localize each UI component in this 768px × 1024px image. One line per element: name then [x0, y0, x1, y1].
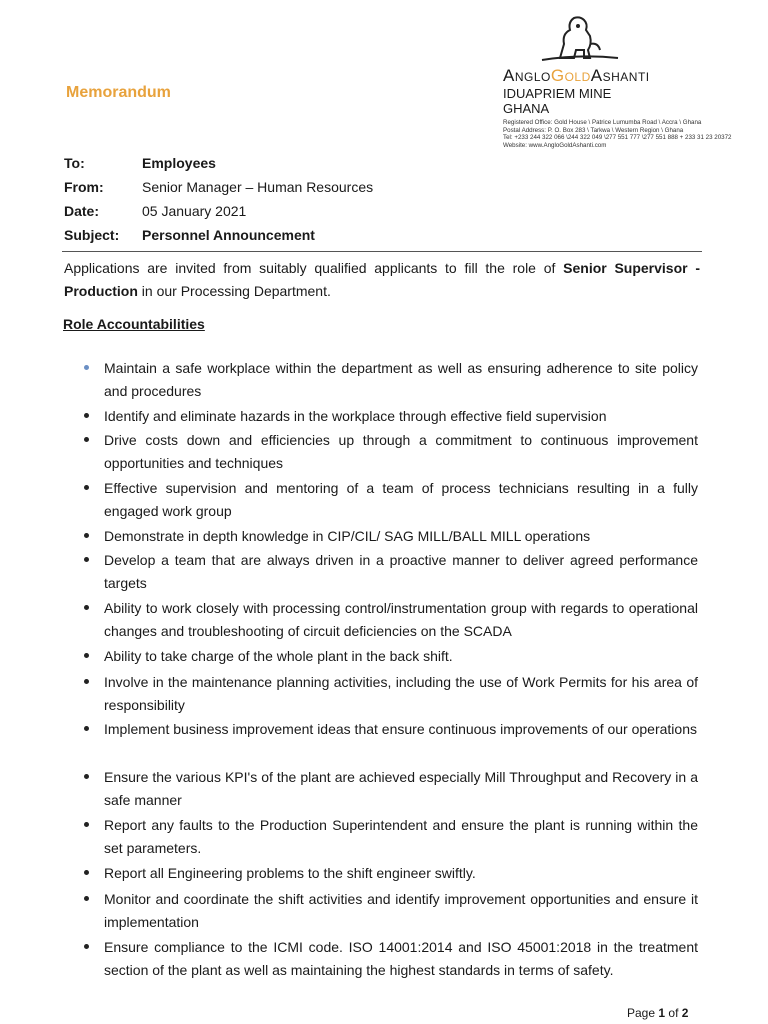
intro-role: Senior Supervisor - Production [64, 260, 700, 299]
bullet-icon [84, 485, 89, 490]
date-label: Date: [64, 203, 100, 219]
company-address [503, 119, 749, 149]
date-value: 05 January 2021 [142, 203, 247, 219]
list-item-text: Demonstrate in depth knowledge in CIP/CIL/ SAG MILL/BALL MILL operations [104, 528, 591, 544]
telephone: Tel: +233 244 322 066 \244 322 049 \277 551 777 \277 551 888 + 233 31 23 20372 [503, 134, 732, 142]
from-value: Senior Manager – Human Resources [142, 179, 374, 195]
subject-label: Subject: [64, 227, 120, 243]
list-item-text: Develop a team that are always driven in a proactive manner to deliver agreed performance targets [104, 552, 698, 591]
list-item-text: Ensure compliance to the ICMI code. ISO 14001:2014 and ISO 45001:2018 in the treatment section of the plant as well as maintaining the highest standards in terms of safety. [104, 939, 698, 978]
company-name-anglo: Anglo [503, 66, 551, 85]
bullet-icon [84, 822, 89, 827]
list-item-text: Ensure the various KPI's of the plant are achieved especially Mill Throughput and Recovery in a safe manner [104, 769, 698, 808]
page-current: 1 [658, 1006, 666, 1020]
list-item-text: Effective supervision and mentoring of a team of process technicians resulting in a fully engaged work group [104, 480, 698, 519]
mine-country: GHANA [503, 101, 550, 116]
to-label: To: [64, 155, 85, 171]
list-item-text: Involve in the maintenance planning activities, including the use of Work Permits for his area of responsibility [104, 674, 698, 713]
intro-part1: Applications are invited from suitably qualified applicants to fill the role of [64, 260, 564, 276]
page-total: 2 [681, 1006, 689, 1020]
lion-logo-icon [540, 14, 620, 66]
list-item-text: Drive costs down and efficiencies up through a commitment to continuous improvement opportunities and techniques [104, 432, 698, 471]
list-item-text: Monitor and coordinate the shift activities and identify improvement opportunities and ensure it implementation [104, 891, 698, 930]
bullet-icon [84, 896, 89, 901]
mine-name [503, 86, 611, 116]
bullet-icon [84, 774, 89, 779]
subject-value: Personnel Announcement [142, 227, 315, 243]
registered-office: Registered Office: Gold House \ Patrice Lumumba Road \ Accra \ Ghana [503, 119, 702, 126]
list-item-text: Report any faults to the Production Superintendent and ensure the plant is running within the set parameters. [104, 817, 698, 856]
bullet-icon [84, 726, 89, 731]
bullet-icon [84, 605, 89, 610]
company-name [503, 66, 650, 86]
memorandum-title: Memorandum [66, 84, 171, 101]
bullet-icon [84, 557, 89, 562]
intro-paragraph [64, 257, 700, 303]
bullet-icon [84, 413, 89, 418]
page-of: of [668, 1006, 679, 1020]
bullet-icon [84, 653, 89, 658]
page-word: Page [627, 1006, 656, 1020]
from-label: From: [64, 179, 104, 195]
header-divider [62, 251, 702, 252]
website: Website: www.AngloGoldAshanti.com [503, 141, 607, 149]
list-item-text: Maintain a safe workplace within the department as well as ensuring adherence to site policy and procedures [104, 360, 698, 399]
bullet-icon [84, 679, 89, 684]
mine-title: IDUAPRIEM MINE [503, 86, 612, 101]
to-value: Employees [142, 155, 216, 171]
bullet-icon [84, 365, 89, 370]
list-item-text: Implement business improvement ideas that ensure continuous improvements of our operations [104, 721, 697, 737]
intro-part2: in our Processing Department. [137, 283, 331, 299]
list-item-text: Identify and eliminate hazards in the workplace through effective field supervision [104, 408, 607, 424]
list-item-text: Ability to take charge of the whole plant in the back shift. [104, 648, 453, 664]
bullet-icon [84, 870, 89, 875]
list-item-text: Ability to work closely with processing control/instrumentation group with regards to operational changes and troubleshooting of circuit deficiencies on the SCADA [104, 600, 698, 639]
page-number [627, 1006, 688, 1020]
list-item-text: Report all Engineering problems to the shift engineer swiftly. [104, 865, 476, 881]
bullet-icon [84, 944, 89, 949]
bullet-icon [84, 533, 89, 538]
postal-address: Postal Address: P. O. Box 283 \ Tarkwa \ Western Region \ Ghana [503, 126, 684, 134]
company-name-ashanti: Ashanti [590, 66, 650, 85]
section-title: Role Accountabilities [63, 316, 205, 332]
bullet-icon [84, 437, 89, 442]
company-name-gold: Gold [550, 66, 591, 85]
